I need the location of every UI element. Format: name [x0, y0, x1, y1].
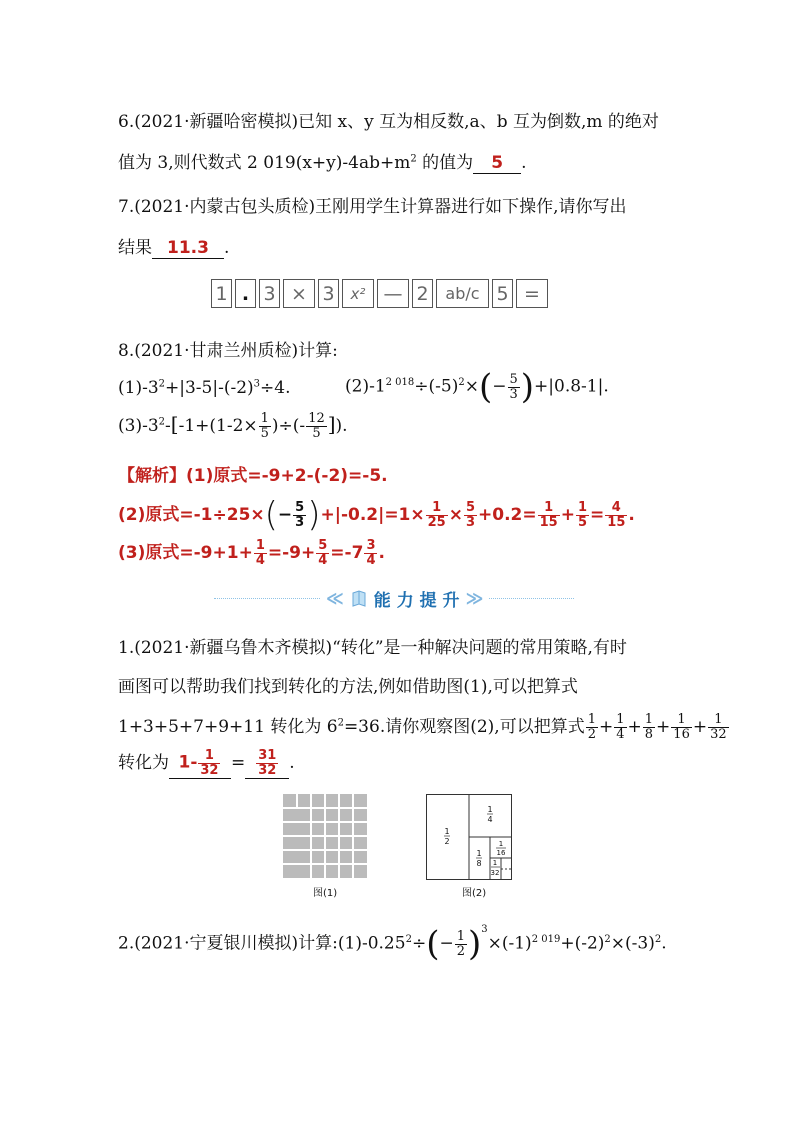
q8-solution-1 [118, 461, 388, 486]
q8-p2a: (2)-1 [345, 376, 386, 397]
paren: ( [478, 367, 493, 407]
a2-post1: ×(-1) [487, 933, 532, 954]
svg-text:1: 1 [492, 859, 498, 867]
fraction: $\frac{5}{3}$ [509, 371, 518, 402]
book-icon [350, 590, 368, 608]
key-minus: — [377, 279, 409, 308]
sup: 2 [654, 933, 662, 945]
figure-1-caption: 图(1) [313, 888, 338, 899]
q6-line2 [118, 148, 527, 174]
q7-line1: 7.(2021·内蒙古包头质检)王刚用学生计算器进行如下操作,请你写出 [118, 197, 627, 217]
q8-solution-3: (3)原式=-9+1+ $\frac{1}{4}$ =-9+ $\frac{5}{4}$ =-7 $\frac{3}{4}$ . [118, 537, 385, 568]
sup: 2 [458, 376, 465, 388]
a1-l4: 转化为 [118, 753, 169, 773]
key-3: 3 [259, 279, 280, 308]
a2-end: . [661, 933, 667, 954]
paren: ) [520, 367, 535, 407]
figure-2-square [426, 794, 512, 880]
q8-p1b: +|3-5|-(-2) [165, 378, 254, 398]
sup: 2 [158, 416, 166, 428]
figure-1-grid [283, 794, 367, 878]
svg-text:32: 32 [490, 869, 500, 877]
sol3b: =-9+ [267, 543, 316, 563]
right-chevron-icon: ≫ [465, 588, 484, 609]
sol3a: (3)原式=-9+1+ [118, 543, 253, 563]
a2-mid: ÷ [411, 933, 427, 954]
sol1: (1)原式=-9+2-(-2)=-5. [186, 466, 388, 486]
svg-text:16: 16 [496, 849, 506, 857]
a1-eq: = [231, 753, 246, 773]
sol3d: . [378, 543, 385, 563]
svg-text:2: 2 [444, 837, 450, 846]
svg-text:8: 8 [476, 859, 482, 868]
a1-line2: 画图可以帮助我们找到转化的方法,例如借助图(1),可以把算式 [118, 677, 578, 697]
key-5: 5 [492, 279, 513, 308]
q6-text: 值为 3,则代数式 2 019(x+y)-4ab+m [118, 153, 411, 173]
q7-text: 结果 [118, 238, 152, 258]
calculator-key-sequence [211, 279, 548, 308]
sup: 3 [253, 378, 261, 390]
figure-2-caption: 图(2) [462, 888, 487, 899]
q8-part1 [118, 378, 291, 398]
q8-part3: $(3)-3^2-[-1+(1-2\times$ $\frac{1}{5}$ )÷(- $\frac{12}{5}$ ]). [118, 411, 348, 441]
q8-p1: (1)-3 [118, 378, 159, 398]
key-1: 1 [211, 279, 232, 308]
svg-text:1: 1 [498, 840, 504, 848]
q8-p3e: ). [335, 416, 348, 436]
q6-text2: 的值为 [416, 153, 474, 173]
key-3b: 3 [318, 279, 339, 308]
key-multiply: × [283, 279, 315, 308]
q8-p3b: - [165, 416, 171, 436]
key-dot: . [235, 279, 256, 308]
sup: 3 [481, 923, 488, 935]
fraction: $\frac{1}{5}$ [260, 411, 269, 441]
a2-pre: 2.(2021·宁夏银川模拟)计算:(1)-0.25 [118, 933, 406, 954]
q6-answer: 5 [491, 153, 504, 173]
sol2c: × [448, 505, 463, 525]
q8-p3d: )÷(- [271, 416, 306, 436]
sol2a: (2)原式=-1÷25× [118, 505, 265, 525]
q7-line2 [118, 233, 229, 259]
a1-line4: 转化为 1- $\frac{1}{32}$ = $\frac{31}{32}$ . [118, 748, 295, 778]
key-fraction: ab/c [436, 279, 489, 308]
a1-line1: 1.(2021·新疆乌鲁木齐模拟)“转化”是一种解决问题的常用策略,有时 [118, 638, 627, 658]
section-title: 能 力 提 升 [373, 591, 460, 611]
sup: 2 [405, 933, 412, 945]
a1-l3b: =36.请你观察图(2),可以把算式 [343, 717, 585, 737]
a2-post3: ×(-3) [610, 933, 655, 954]
solution-tag: 【解析】 [118, 466, 186, 486]
key-2: 2 [412, 279, 433, 308]
q8-solution-2: (2)原式=-1÷25×(− $\frac{5}{3}$ )+|-0.2|=1× $\frac{1}{25}$ × $\frac{5}{3}$ +0.2= $\frac{1}{15}$ + $\frac{1}{5}$ = $\frac{4}{15}$ . [118, 495, 635, 535]
sol2e: + [560, 505, 575, 525]
sol2f: = [590, 505, 605, 525]
sup: 2 018 [385, 376, 415, 388]
sup: 2 [337, 717, 344, 729]
a1-line3: 1+3+5+7+9+11 转化为 $6^2=36$.请你观察图(2),可以把算式 $\frac{1}{2}$ + $\frac{1}{4}$ + $\frac{1}{8}$ + $\frac{1}{16}$ + $\frac{1}{32}$ [118, 712, 727, 742]
q7-end: . [224, 238, 230, 258]
a1-answer-a: 1- [178, 753, 198, 773]
sup: 2 [158, 378, 166, 390]
svg-text:1: 1 [476, 849, 482, 858]
sup: 2 [604, 933, 611, 945]
svg-text:1: 1 [487, 805, 493, 814]
q6-end: . [521, 153, 527, 173]
q8-p3c: -1+(1-2× [178, 416, 258, 436]
q8-p2c: +|0.8-1|. [534, 376, 609, 397]
sup: 2 019 [531, 933, 561, 945]
q8-p2b: ÷(-5) [414, 376, 459, 397]
left-chevron-icon: ≪ [326, 588, 344, 609]
svg-text:1: 1 [444, 827, 450, 836]
q8-part2: $(2)-1^{2 018}\div(-5)^2\times(-$ $\frac{5}{3}$ )+|0.8-1|. [345, 367, 609, 407]
q8-p3a: (3)-3 [118, 416, 159, 436]
a1-l3: 1+3+5+7+9+11 转化为 6 [118, 717, 338, 737]
q6-line1: 6.(2021·新疆哈密模拟)已知 x、y 互为相反数,a、b 互为倒数,m 的绝对 [118, 112, 659, 132]
a2-post2: +(-2) [560, 933, 605, 954]
svg-text:4: 4 [487, 815, 493, 824]
sol2b: +|-0.2|=1× [320, 505, 425, 525]
sol3c: =-7 [330, 543, 364, 563]
a2-line: 2.(2021·宁夏银川模拟)计算$:(1)-0.25^2\div(-$ $\frac{1}{2}$ )$^3\times(-1)^{2 019}+(-2)^2\times(-3)^2$. [118, 923, 667, 964]
q8-p1c: ÷4. [260, 378, 291, 398]
q8-title: 8.(2021·甘肃兰州质检)计算: [118, 341, 338, 361]
q6-sup: 2 [410, 153, 417, 165]
q7-answer: 11.3 [167, 238, 209, 258]
fraction: $\frac{12}{5}$ [308, 411, 325, 441]
sol2d: +0.2= [478, 505, 537, 525]
key-equals: = [516, 279, 548, 308]
key-square: x² [342, 279, 374, 308]
section-heading [320, 586, 489, 611]
